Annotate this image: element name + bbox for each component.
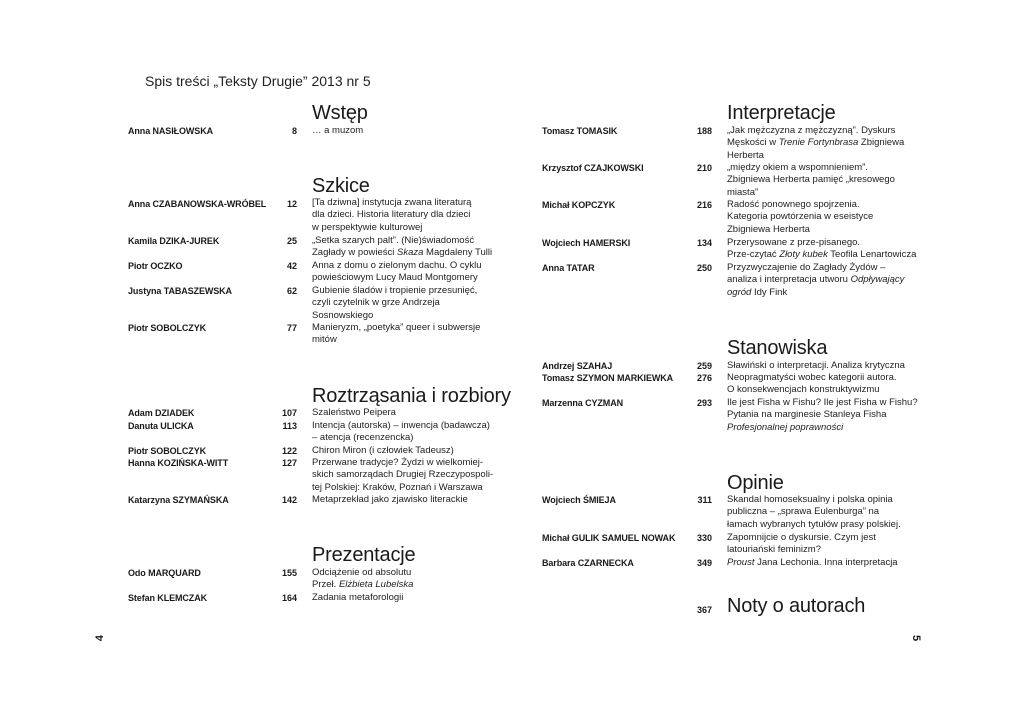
page-number: 259: [696, 361, 712, 371]
author: Wojciech HAMERSKI: [542, 238, 631, 248]
section-title-noty: Noty o autorach: [727, 595, 866, 617]
section-title-prezentacje: Prezentacje: [312, 544, 416, 566]
page-number: 367: [696, 605, 712, 615]
author: Piotr OCZKO: [128, 261, 183, 271]
entry-title: „Setka szarych palt”. (Nie)świadomość Zagłady w powieści Skaza Magdaleny Tulli: [312, 235, 493, 259]
page-number: 250: [696, 263, 712, 273]
page-number: 210: [696, 163, 712, 173]
page-number: 311: [697, 495, 712, 505]
entry-title: Odciążenie od absolutu Przeł. Elżbieta Lubelska: [312, 567, 414, 591]
entry-title: Anna z domu o zielonym dachu. O cyklu powieściowym Lucy Maud Montgomery: [312, 260, 482, 284]
page-number: 77: [286, 323, 297, 333]
author: Anna TATAR: [542, 263, 595, 273]
author: Andrzej SZAHAJ: [542, 361, 613, 371]
entry-title: Zadania metaforologii: [312, 592, 404, 603]
page-number: 142: [281, 495, 297, 505]
entry-title: Radość ponownego spojrzenia. Kategoria powtórzenia w eseistyce Zbigniewa Herberta: [727, 199, 874, 235]
entry-title: Proust Jana Lechonia. Inna interpretacja: [727, 557, 898, 568]
author: Hanna KOZIŃSKA-WITT: [128, 458, 229, 468]
author: Odo MARQUARD: [128, 568, 201, 578]
author: Michał KOPCZYK: [542, 200, 616, 210]
entry-title: Zapomnijcie o dyskursie. Czym jest latouriański feminizm?: [727, 532, 876, 556]
page-number: 42: [286, 261, 297, 271]
section-title-szkice: Szkice: [312, 175, 370, 197]
folio-left: 4: [94, 634, 107, 642]
page-number: 216: [696, 200, 712, 210]
section-title-opinie: Opinie: [727, 472, 784, 494]
page-number: 113: [282, 421, 297, 431]
entry-title: Przerysowane z prze-pisanego. Prze-czytać Złoty kubek Teofila Lenartowicza: [727, 237, 917, 261]
entry-title: Skandal homoseksualny i polska opinia publiczna – „sprawa Eulenburga” na łamach wybranych tytułów prasy polskiej.: [727, 494, 901, 530]
author: Stefan KLEMCZAK: [128, 593, 207, 603]
entry-title: Chiron Miron (i człowiek Tadeusz): [312, 445, 454, 456]
page-number: 276: [696, 373, 712, 383]
author: Piotr SOBOLCZYK: [128, 323, 207, 333]
author: Krzysztof CZAJKOWSKI: [542, 163, 644, 173]
page-header: Spis treści „Teksty Drugie” 2013 nr 5: [145, 73, 371, 89]
author: Tomasz TOMASIK: [542, 126, 618, 136]
author: Marzenna CYZMAN: [542, 398, 624, 408]
author: Barbara CZARNECKA: [542, 558, 634, 568]
author: Danuta ULICKA: [128, 421, 194, 431]
entry-title: Ile jest Fisha w Fishu? Ile jest Fisha w Fishu? Pytania na marginesie Stanleya Fisha Profesjonalnej poprawności: [727, 397, 918, 433]
section-title-interpretacje: Interpretacje: [727, 102, 836, 124]
entry-title: Intencja (autorska) – inwencja (badawcza) – atencja (recenzencka): [312, 420, 490, 444]
author: Piotr SOBOLCZYK: [128, 446, 207, 456]
page-number: 164: [281, 593, 297, 603]
page-number: 155: [281, 568, 297, 578]
author: Wojciech ŚMIEJA: [542, 495, 616, 505]
entry-title: Szaleństwo Peipera: [312, 407, 396, 418]
entry-title: Neopragmatyści wobec kategorii autora. O konsekwencjach konstruktywizmu: [727, 372, 897, 396]
entry-title: … a muzom: [312, 125, 364, 136]
page-number: 122: [281, 446, 297, 456]
page-number: 127: [281, 458, 297, 468]
author: Justyna TABASZEWSKA: [128, 286, 232, 296]
section-title-stanowiska: Stanowiska: [727, 337, 828, 359]
section-title-wstep: Wstęp: [312, 102, 368, 124]
author: Katarzyna SZYMAŃSKA: [128, 495, 229, 505]
section-title-roztrzasania: Roztrząsania i rozbiory: [312, 385, 511, 407]
author: Tomasz SZYMON MARKIEWKA: [542, 373, 674, 383]
entry-title: Przyzwyczajenie do Zagłady Żydów – analiza i interpretacja utworu Odpływający ogród Idy Fink: [727, 262, 905, 298]
entry-title: Sławiński o interpretacji. Analiza krytyczna: [727, 360, 905, 371]
author: Anna NASIŁOWSKA: [128, 126, 213, 136]
entry-title: „Jak mężczyzna z mężczyzną”. Dyskurs Męskości w Trenie Fortynbrasa Zbigniewa Herberta: [727, 125, 905, 161]
entry-title: Gubienie śladów i tropienie przesunięć, czyli czytelnik w grze Andrzeja Sosnowskiego: [312, 285, 478, 321]
page-number: 188: [696, 126, 712, 136]
entry-title: [Ta dziwna] instytucja zwana literaturą dla dzieci. Historia literatury dla dzieci w perspektywie kulturowej: [312, 197, 472, 233]
page-number: 134: [696, 238, 712, 248]
entry-title: Manieryzm, „poetyka” queer i subwersje mitów: [312, 322, 481, 346]
author: Kamila DZIKA-JUREK: [128, 236, 220, 246]
entry-title: „między okiem a wspomnieniem”. Zbigniewa Herberta pamięć „kresowego miasta”: [727, 162, 895, 198]
author: Adam DZIADEK: [128, 408, 195, 418]
page-number: 12: [286, 199, 297, 209]
page-number: 62: [286, 286, 297, 296]
author: Michał GULIK SAMUEL NOWAK: [542, 533, 676, 543]
entry-title: Metaprzekład jako zjawisko literackie: [312, 494, 468, 505]
page-number: 330: [696, 533, 712, 543]
author: Anna CZABANOWSKA-WRÓBEL: [128, 199, 267, 209]
entry-title: Przerwane tradycje? Żydzi w wielkomiej- skich samorządach Drugiej Rzeczypospoli- tej Polskiej: Kraków, Poznań i Warszawa: [312, 457, 494, 493]
page-number: 25: [286, 236, 297, 246]
page-number: 293: [696, 398, 712, 408]
folio-right: 5: [910, 634, 923, 642]
page-number: 107: [281, 408, 297, 418]
page-number: 349: [696, 558, 712, 568]
page-number: 8: [291, 126, 297, 136]
